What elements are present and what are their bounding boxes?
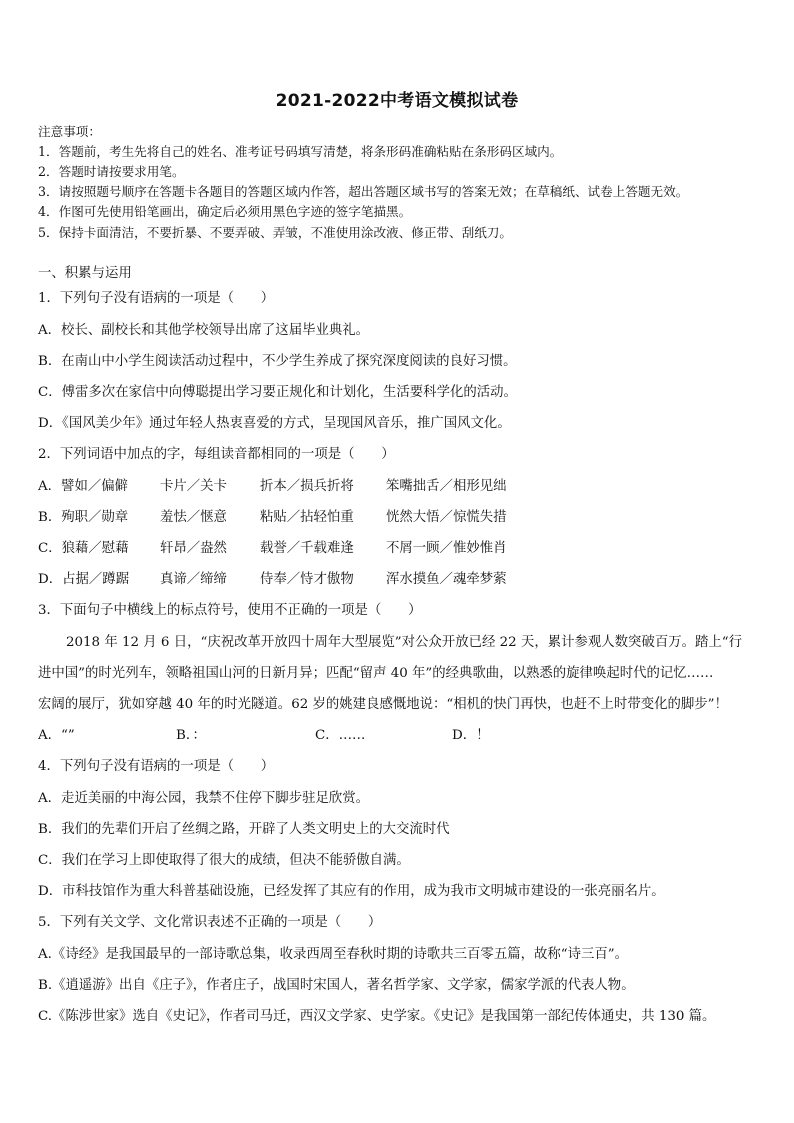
q3-option-c: C．…… (315, 728, 366, 743)
q2-cell: 恍然大悟／惊慌失措 (386, 510, 507, 525)
q4-option-b: B．我们的先辈们开启了丝绸之路，开辟了人类文明史上的大交流时代 (38, 822, 450, 837)
q4-option-c: C．我们在学习上即使取得了很大的成绩，但决不能骄傲自满。 (38, 853, 410, 868)
section-heading: 一、积累与运用 (38, 266, 132, 281)
q2-cell: D．占据／蹲踞 (38, 572, 130, 587)
notice-item: 5．保持卡面清洁，不要折暴、不要弄破、弄皱，不准使用涂改液、修正带、刮纸刀。 (38, 225, 512, 240)
q3-passage-line: 宏阔的展厅，犹如穿越 40 年的时光隧道。62 岁的姚建良感慨地说：“相机的快门再快，也赶不上时带变化的脚步”！ (38, 697, 728, 712)
q2-cell: 羞怯／惬意 (160, 510, 227, 525)
exam-title: 2021-2022中考语文模拟试卷 (275, 91, 519, 111)
q3-stem: 3．下面句子中横线上的标点符号，使用不正确的一项是（ ） (38, 603, 422, 618)
q2-cell: 粘贴／拈轻怕重 (260, 510, 354, 525)
q4-option-a: A．走近美丽的中海公园，我禁不住停下脚步驻足欣赏。 (38, 791, 370, 806)
q2-cell: 真谛／缔缔 (160, 572, 227, 587)
q5-option-b: B.《逍遥游》出自《庄子》，作者庄子，战国时宋国人，著名哲学家、文学家，儒家学派的代表人物。 (38, 978, 635, 993)
q1-option-c: C．傅雷多次在家信中向傅聪提出学习要正规化和计划化，生活要科学化的活动。 (38, 385, 517, 400)
q2-cell: 侍奉／恃才傲物 (260, 572, 354, 587)
q5-option-a: A.《诗经》是我国最早的一部诗歌总集，收录西周至春秋时期的诗歌共三百零五篇，故称“诗三百”。 (38, 947, 629, 962)
notice-item: 3．请按照题号顺序在答题卡各题目的答题区域内作答，超出答题区域书写的答案无效；在草稿纸、试卷上答题无效。 (38, 184, 689, 199)
q3-option-d: D．！ (452, 728, 490, 743)
notice-item: 4．作图可先使用铅笔画出，确定后必须用黑色字迹的签字笔描黑。 (38, 204, 412, 219)
q4-option-d: D．市科技馆作为重大科普基础设施，已经发挥了其应有的作用，成为我市文明城市建设的一张亮丽名片。 (38, 884, 665, 899)
q2-cell: A．譬如／偏僻 (38, 479, 129, 494)
q2-stem: 2．下列词语中加点的字，每组读音都相同的一项是（ ） (38, 447, 395, 462)
q2-cell: 折本／损兵折将 (260, 479, 354, 494)
q2-cell: B．殉职／勋章 (38, 510, 129, 525)
q2-cell: 卡片／关卡 (160, 479, 227, 494)
q2-cell: 不屑一顾／惟妙惟肖 (386, 541, 507, 556)
q2-cell: C．狼藉／慰藉 (38, 541, 129, 556)
q2-cell: 笨嘴拙舌／相形见绌 (386, 479, 507, 494)
q3-option-a: A．“” (38, 728, 75, 743)
q2-cell: 载誉／千载难逢 (260, 541, 354, 556)
q5-stem: 5．下列有关文学、文化常识表述不正确的一项是（ ） (38, 915, 382, 930)
notice-heading: 注意事项： (38, 124, 101, 139)
notice-item: 1．答题前，考生先将自己的姓名、准考证号码填写清楚，将条形码准确粘贴在条形码区域内。 (38, 144, 563, 159)
q1-option-b: B．在南山中小学生阅读活动过程中，不少学生养成了探究深度阅读的良好习惯。 (38, 354, 517, 369)
q1-option-d: D．《国风美少年》通过年轻人热衷喜爱的方式，呈现国风音乐，推广国风文化。 (38, 416, 511, 431)
q3-passage-line: 进中国”的时光列车，领略祖国山河的日新月异；匹配“留声 40 年”的经典歌曲，以熟悉的旋律唤起时代的记忆…… (38, 666, 714, 681)
notice-item: 2．答题时请按要求用笔。 (38, 164, 185, 179)
q4-stem: 4．下列句子没有语病的一项是（ ） (38, 759, 275, 774)
q2-cell: 浑水摸鱼／魂牵梦萦 (386, 572, 507, 587)
q1-stem: 1．下列句子没有语病的一项是（ ） (38, 291, 275, 306)
q2-cell: 轩昂／盎然 (160, 541, 227, 556)
q1-option-a: A．校长、副校长和其他学校领导出席了这届毕业典礼。 (38, 323, 370, 338)
q3-passage-line: 2018 年 12 月 6 日，“庆祝改革开放四十周年大型展览”对公众开放已经 22 天，累计参观人数突破百万。踏上“行 (66, 635, 743, 650)
q3-option-b: B．： (176, 728, 206, 743)
q5-option-c: C.《陈涉世家》选自《史记》，作者司马迁，西汉文学家、史学家。《史记》是我国第一部纪传体通史，共 130 篇。 (38, 1009, 716, 1024)
